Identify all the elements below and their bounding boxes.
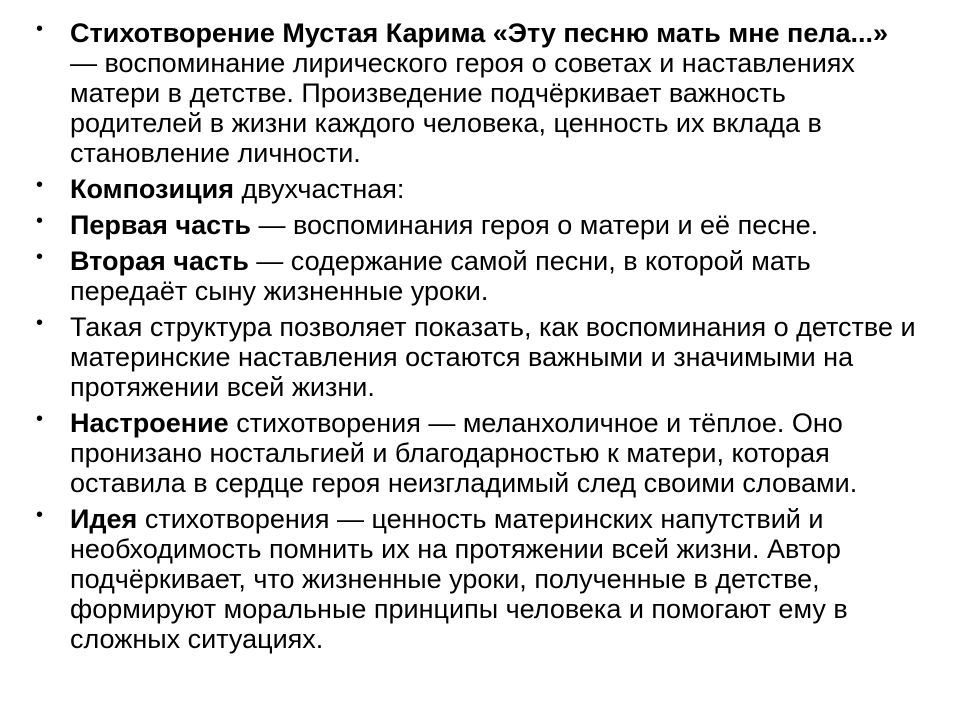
bullet-item: [36, 408, 916, 498]
bullet-dot: •: [36, 18, 44, 40]
bullet-item: [36, 174, 916, 204]
bullet-bold-text: Композиция: [70, 174, 235, 204]
bullet-text: [70, 210, 818, 240]
bullet-bold-text: Вторая часть: [70, 246, 249, 276]
bullet-item: [36, 210, 916, 240]
bullet-list: [36, 18, 916, 660]
bullet-body-text: — воспоминание лирического героя о советах и наставлениях матери в детстве. Произведение подчёркивает важность родителей в жизни каждого человека, ценность их вклада в становление личности.: [70, 48, 855, 168]
bullet-bold-text: Первая часть: [70, 210, 251, 240]
bullet-bold-text: Идея: [70, 504, 138, 534]
bullet-dot: •: [36, 312, 44, 334]
bullet-item: [36, 312, 916, 402]
bullet-text: [70, 246, 811, 306]
bullet-dot: •: [36, 246, 44, 268]
bullet-body-text: стихотворения — ценность материнских напутствий и необходимость помнить их на протяжении всей жизни. Автор подчёркивает, что жизненные уроки, полученные в детстве, формируют моральные принципы человека и помогают ему в сложных ситуациях.: [70, 504, 848, 654]
bullet-dot: •: [36, 408, 44, 430]
bullet-item: [36, 246, 916, 306]
bullet-text: [70, 18, 888, 168]
bullet-item: [36, 18, 916, 168]
bullet-body-text: — содержание самой песни, в которой мать передаёт сыну жизненные уроки.: [70, 246, 811, 306]
bullet-bold-text: Стихотворение Мустая Карима «Эту песню мать мне пела...»: [70, 18, 889, 48]
bullet-item: [36, 504, 916, 654]
bullet-bold-text: Настроение: [70, 408, 229, 438]
bullet-text: [70, 504, 848, 654]
bullet-text: [70, 174, 404, 204]
bullet-text: [70, 408, 857, 498]
bullet-dot: •: [36, 210, 44, 232]
bullet-text: [70, 312, 916, 402]
bullet-body-text: — воспоминания героя о матери и её песне.: [250, 210, 819, 240]
bullet-body-text: Такая структура позволяет показать, как воспоминания о детстве и материнские наставления остаются важными и значимыми на протяжении всей жизни.: [70, 312, 916, 402]
bullet-dot: •: [36, 504, 44, 526]
bullet-body-text: двухчастная:: [234, 174, 405, 204]
bullet-dot: •: [36, 174, 44, 196]
bullet-body-text: стихотворения — меланхоличное и тёплое. Оно пронизано ностальгией и благодарностью к матери, которая оставила в сердце героя неизгладимый след своими словами.: [70, 408, 858, 498]
